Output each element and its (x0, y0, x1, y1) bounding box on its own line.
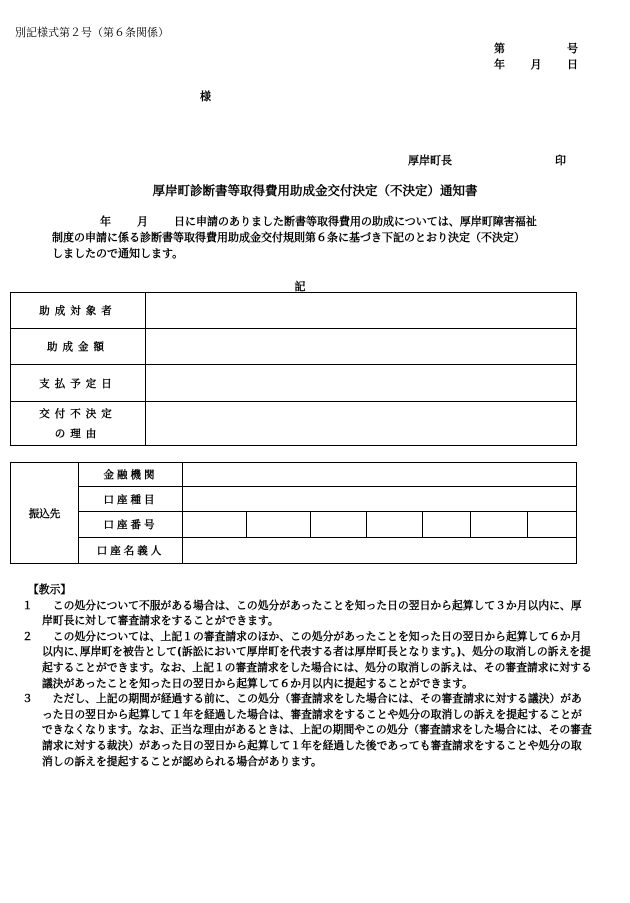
sender-title: 厚岸町長 (408, 154, 452, 167)
notice-heading: 【教示】 (28, 583, 72, 596)
notice-item-number: ３ (22, 692, 33, 706)
notice-item (22, 629, 592, 691)
payment-date-value (146, 365, 577, 402)
recipient-label: 助成対象者 (11, 293, 146, 329)
number-prefix: 第 (494, 42, 505, 55)
amount-label: 助成金額 (11, 329, 146, 365)
addressee-honorific: 様 (200, 90, 211, 103)
account-digit-cell (247, 512, 311, 538)
body-line-1 (52, 214, 592, 230)
body-month: 月 (137, 215, 148, 228)
body-line-1-rest: 日に申請のありました断書等取得費用の助成については、厚岸町障害福祉 (174, 215, 537, 228)
notice-item-text: この処分について不服がある場合は、この処分があったことを知った日の翌日から起算して３か月以内に、厚岸町長に対して審査請求をすることができます。 (42, 598, 582, 628)
ki-heading: 記 (294, 280, 306, 293)
account-digit-cell (183, 512, 247, 538)
notice-item-number: ２ (22, 629, 33, 643)
bank-label: 金融機関 (79, 463, 183, 487)
notice-item-text: ただし、上記の期間が経過する前に、この処分（審査請求をした場合には、その審査請求に対する議決）があった日の翌日から起算して１年を経過した場合は、審査請求をすることや処分の取消しの訴えを提起することができなくなります。なお、正当な理由があるときは、上記の期間やこの処分（審査請求をした場合には、その審査請求に対する裁決）があった日の翌日から起算して１年を経過した後であっても審査請求をすることや処分の取消しの訴えを提起することが認められる場合があります。 (42, 692, 592, 768)
date-line (494, 56, 578, 72)
table-row (11, 512, 577, 538)
table-row (11, 293, 577, 329)
account-type-label: 口座種目 (79, 487, 183, 512)
notice-item (22, 691, 592, 769)
account-number-label: 口座番号 (79, 512, 183, 538)
date-month: 月 (530, 58, 542, 71)
reason-label-line-1: 交付不決定 (39, 407, 117, 420)
date-day: 日 (567, 58, 578, 71)
recipient-value (146, 293, 577, 329)
account-type-value (183, 487, 577, 512)
bank-value (183, 463, 577, 487)
seal-mark: 印 (555, 154, 566, 167)
table-row (11, 487, 577, 512)
document-number-line (494, 40, 578, 56)
body-line-3: しましたので通知します。 (52, 247, 184, 260)
reason-value (146, 402, 577, 446)
notice-item (22, 598, 592, 629)
table-row (11, 365, 577, 402)
body-paragraph (52, 214, 592, 262)
account-digit-cell (367, 512, 423, 538)
account-holder-label: 口座名義人 (79, 538, 183, 564)
account-holder-value (183, 538, 577, 564)
transfer-destination-label: 振込先 (11, 463, 79, 564)
reason-label-line-2: の理由 (54, 427, 102, 440)
table-row (11, 538, 577, 564)
document-title: 厚岸町診断書等取得費用助成金交付決定（不決定）通知書 (152, 183, 478, 198)
body-year: 年 (100, 215, 111, 228)
number-suffix: 号 (567, 42, 578, 55)
payment-date-label: 支払予定日 (11, 365, 146, 402)
account-digit-cell (311, 512, 367, 538)
amount-value (146, 329, 577, 365)
date-year: 年 (494, 58, 505, 71)
account-digit-cell (471, 512, 528, 538)
table-row (11, 402, 577, 446)
legal-notice (22, 582, 592, 769)
notice-item-text: この処分については、上記１の審査請求のほか、この処分があったことを知った日の翌日から起算して６か月以内に､厚岸町を被告として(訴訟において厚岸町を代表する者は厚岸町長となります。)、処分の取消しの訴えを提起することができます。なお、上記１の審査請求をした場合には、処分の取消しの訴えは、その審査請求に対する議決があったことを知った日の翌日から起算して６か月以内に提起することができます。 (42, 629, 592, 690)
table-row (11, 463, 577, 487)
account-digit-cell (528, 512, 577, 538)
decision-table (10, 292, 577, 446)
account-digit-cell (423, 512, 471, 538)
reason-label (11, 402, 146, 446)
form-label: 別記様式第２号（第６条関係） (15, 26, 169, 39)
table-row (11, 329, 577, 365)
notice-item-number: １ (22, 598, 33, 612)
body-line-2: 制度の申請に係る診断書等取得費用助成金交付規則第６条に基づき下記のとおり決定（不決定） (52, 231, 525, 244)
bank-transfer-table (10, 462, 577, 564)
